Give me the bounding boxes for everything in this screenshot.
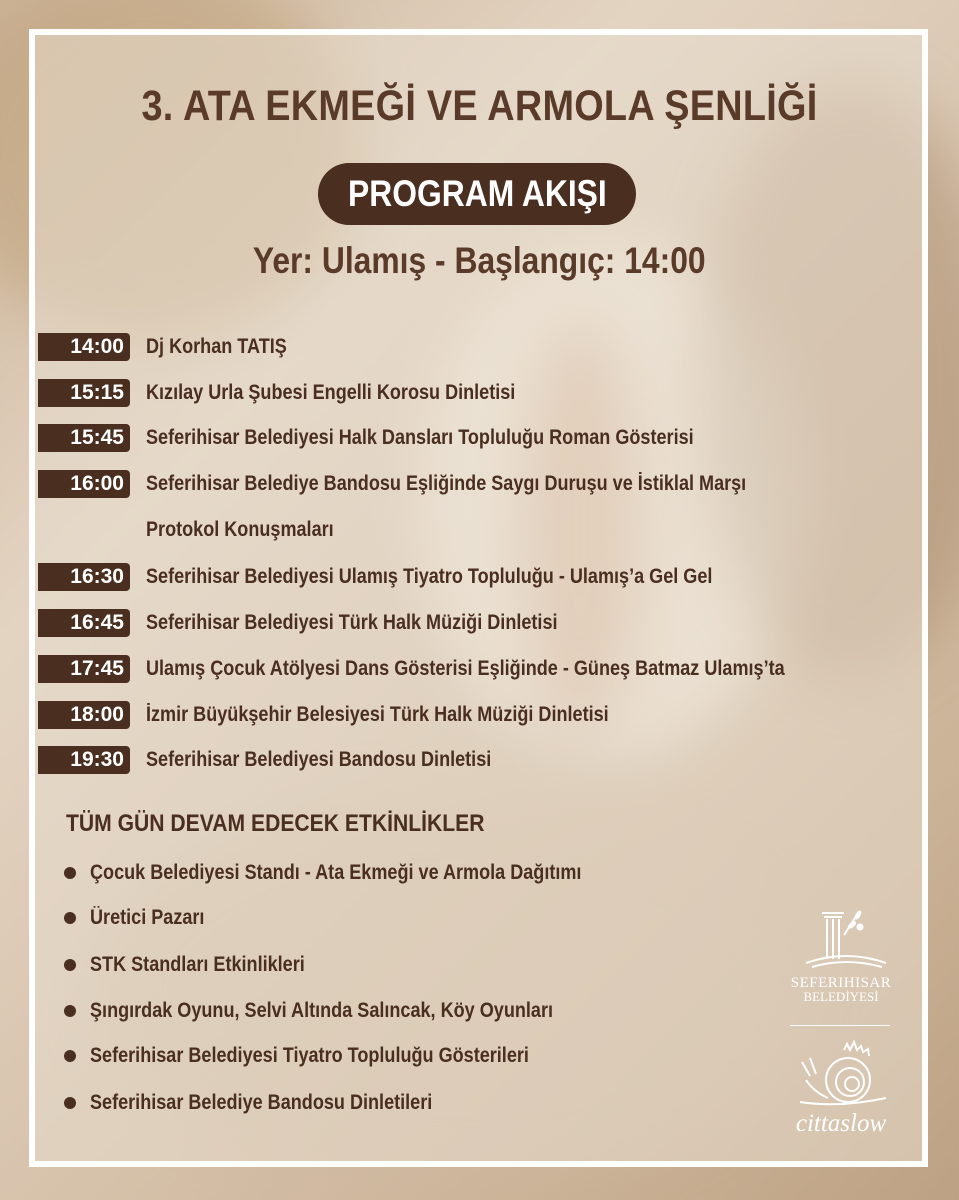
municipality-name: SEFERIHISAR bbox=[790, 975, 892, 991]
time-badge: 18:00 bbox=[38, 701, 130, 729]
time-badge: 15:15 bbox=[38, 379, 130, 407]
list-item-text: Seferihisar Belediye Bandosu Dinletileri bbox=[90, 1091, 433, 1114]
activity-text: Seferihisar Belediyesi Halk Dansları Topluluğu Roman Gösterisi bbox=[146, 426, 694, 449]
time-badge: 19:30 bbox=[38, 746, 130, 774]
time-badge: 17:45 bbox=[38, 655, 130, 683]
column-olive-icon bbox=[786, 905, 896, 971]
time-badge: 14:00 bbox=[38, 333, 130, 361]
bullet-icon bbox=[64, 1050, 76, 1062]
snail-icon bbox=[786, 1036, 896, 1108]
bullet-icon bbox=[64, 1005, 76, 1017]
activity-text: Ulamış Çocuk Atölyesi Dans Gösterisi Eşliğinde - Güneş Batmaz Ulamış’ta bbox=[146, 657, 785, 680]
logo-divider bbox=[790, 1025, 890, 1026]
event-title: 3. ATA EKMEĞİ VE ARMOLA ŞENLİĞİ bbox=[141, 82, 818, 130]
bullet-icon bbox=[64, 1097, 76, 1109]
all-day-heading: TÜM GÜN DEVAM EDECEK ETKİNLİKLER bbox=[66, 810, 485, 837]
activity-text: Seferihisar Belediyesi Türk Halk Müziği Dinletisi bbox=[146, 611, 558, 634]
activity-text: Kızılay Urla Şubesi Engelli Korosu Dinletisi bbox=[146, 381, 516, 404]
activity-text: Seferihisar Belediye Bandosu Eşliğinde Saygı Duruşu ve İstiklal Marşı bbox=[146, 472, 747, 495]
list-item-text: Şıngırdak Oyunu, Selvi Altında Salıncak, Köy Oyunları bbox=[90, 999, 554, 1022]
time-badge: 15:45 bbox=[38, 424, 130, 452]
list-item-text: Çocuk Belediyesi Standı - Ata Ekmeği ve Armola Dağıtımı bbox=[90, 861, 582, 884]
program-label-pill bbox=[318, 163, 636, 225]
time-badge: 16:30 bbox=[38, 563, 130, 591]
subtitle-text: Yer: Ulamış - Başlangıç: 14:00 bbox=[253, 240, 706, 281]
bullet-icon bbox=[64, 912, 76, 924]
activity-text: Seferihisar Belediyesi Bandosu Dinletisi bbox=[146, 748, 492, 771]
program-label: PROGRAM AKIŞI bbox=[347, 173, 607, 214]
location-start-subtitle bbox=[0, 240, 959, 282]
municipality-subtitle: BELEDİYESİ bbox=[803, 989, 879, 1004]
time-badge: 16:00 bbox=[38, 470, 130, 498]
cittaslow-logo bbox=[786, 1036, 896, 1137]
list-item-text: Üretici Pazarı bbox=[90, 906, 205, 929]
list-item-text: STK Standları Etkinlikleri bbox=[90, 953, 305, 976]
protocol-note-text: Protokol Konuşmaları bbox=[146, 518, 334, 541]
seferihisar-logo bbox=[786, 905, 896, 1004]
activity-text: İzmir Büyükşehir Belesiyesi Türk Halk Müziği Dinletisi bbox=[146, 703, 609, 726]
bullet-icon bbox=[64, 959, 76, 971]
list-item-text: Seferihisar Belediyesi Tiyatro Topluluğu Gösterileri bbox=[90, 1044, 529, 1067]
cittaslow-wordmark: cittaslow bbox=[795, 1110, 887, 1137]
activity-text: Dj Korhan TATIŞ bbox=[146, 335, 287, 358]
bullet-icon bbox=[64, 867, 76, 879]
activity-text: Seferihisar Belediyesi Ulamış Tiyatro Topluluğu - Ulamış’a Gel Gel bbox=[146, 565, 713, 588]
time-badge: 16:45 bbox=[38, 609, 130, 637]
